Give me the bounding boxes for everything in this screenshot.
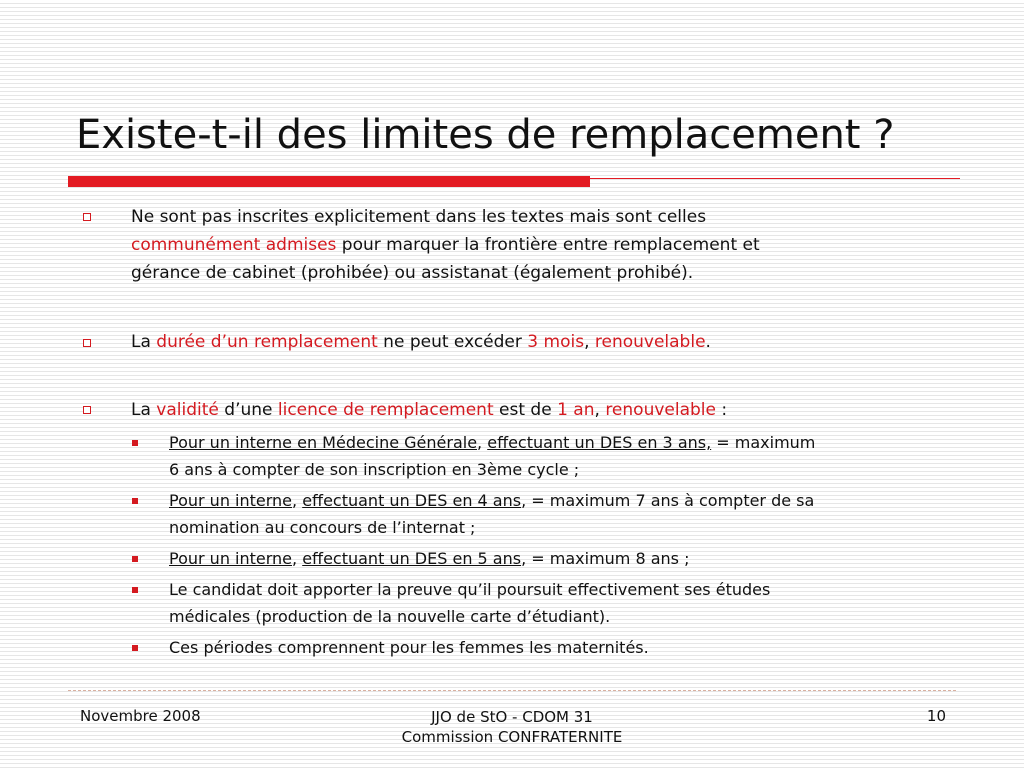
underlined-segment: effectuant un DES en 3 ans, bbox=[487, 433, 712, 452]
highlight-communement-admises: communément admises bbox=[131, 235, 337, 255]
sub-bullet-2-line-2: nomination au concours de l’internat ; bbox=[169, 518, 476, 537]
hollow-square-bullet-icon bbox=[83, 406, 91, 414]
text-segment: , = maximum 8 ans ; bbox=[521, 549, 690, 568]
bullet-1-line-2-rest: pour marquer la frontière entre remplacement et bbox=[336, 235, 760, 255]
bullet-3 bbox=[131, 396, 727, 424]
title-red-bar bbox=[68, 176, 590, 187]
text-segment: , bbox=[292, 549, 303, 568]
footer-date: Novembre 2008 bbox=[80, 707, 201, 725]
highlight-duree: durée d’un remplacement bbox=[156, 332, 378, 352]
filled-square-bullet-icon bbox=[132, 440, 138, 446]
footer-center-line-1: JJO de StO - CDOM 31 bbox=[431, 708, 593, 726]
sub-bullet-1-line-1 bbox=[169, 429, 815, 456]
text-segment: = maximum bbox=[711, 433, 816, 452]
text-segment: . bbox=[705, 332, 711, 352]
sub-bullet-4-line-1: Le candidat doit apporter la preuve qu’il poursuit effectivement ses études bbox=[169, 580, 771, 599]
footer-center-line-2: Commission CONFRATERNITE bbox=[401, 728, 623, 746]
slide-title: Existe-t-il des limites de remplacement ? bbox=[76, 112, 895, 158]
text-segment: , bbox=[594, 400, 606, 420]
text-segment: , bbox=[292, 491, 303, 510]
underlined-segment: effectuant un DES en 5 ans bbox=[302, 549, 522, 568]
filled-square-bullet-icon bbox=[132, 498, 138, 504]
sub-bullet-3 bbox=[169, 545, 689, 572]
slide-number: 10 bbox=[926, 707, 946, 725]
sub-bullet-2-line-1 bbox=[169, 487, 814, 514]
highlight-renouvelable: renouvelable bbox=[605, 400, 716, 420]
underlined-segment: Pour un interne en Médecine Générale bbox=[169, 433, 478, 452]
text-segment: , bbox=[477, 433, 488, 452]
underlined-segment: Pour un interne bbox=[169, 491, 293, 510]
hollow-square-bullet-icon bbox=[83, 213, 91, 221]
footer-center bbox=[362, 707, 662, 747]
text-segment: La bbox=[131, 400, 157, 420]
bullet-2 bbox=[131, 328, 711, 356]
sub-bullet-1-line-2: 6 ans à compter de son inscription en 3ème cycle ; bbox=[169, 460, 580, 479]
underlined-segment: effectuant un DES en 4 ans bbox=[302, 491, 522, 510]
filled-square-bullet-icon bbox=[132, 645, 138, 651]
highlight-renouvelable: renouvelable bbox=[594, 332, 706, 352]
text-segment: est de bbox=[493, 400, 558, 420]
bullet-1-line-1: Ne sont pas inscrites explicitement dans les textes mais sont celles bbox=[131, 207, 707, 227]
text-segment: : bbox=[715, 400, 728, 420]
filled-square-bullet-icon bbox=[132, 587, 138, 593]
filled-square-bullet-icon bbox=[132, 556, 138, 562]
highlight-validite: validité bbox=[156, 400, 219, 420]
text-segment: ne peut excéder bbox=[377, 332, 528, 352]
text-segment: d’une bbox=[218, 400, 278, 420]
hollow-square-bullet-icon bbox=[83, 339, 91, 347]
sub-bullet-5: Ces périodes comprennent pour les femmes les maternités. bbox=[169, 638, 649, 657]
title-thin-rule bbox=[590, 178, 960, 179]
bullet-1-line-2 bbox=[131, 231, 760, 259]
highlight-licence: licence de remplacement bbox=[277, 400, 494, 420]
text-segment: La bbox=[131, 332, 157, 352]
highlight-3-mois: 3 mois bbox=[527, 332, 585, 352]
sub-bullet-4-line-2: médicales (production de la nouvelle carte d’étudiant). bbox=[169, 607, 611, 626]
bullet-1-line-3: gérance de cabinet (prohibée) ou assistanat (également prohibé). bbox=[131, 263, 694, 283]
underlined-segment: Pour un interne bbox=[169, 549, 293, 568]
text-segment: , bbox=[584, 332, 595, 352]
footer-divider bbox=[68, 690, 956, 691]
text-segment: , = maximum 7 ans à compter de sa bbox=[521, 491, 815, 510]
highlight-1-an: 1 an bbox=[557, 400, 595, 420]
